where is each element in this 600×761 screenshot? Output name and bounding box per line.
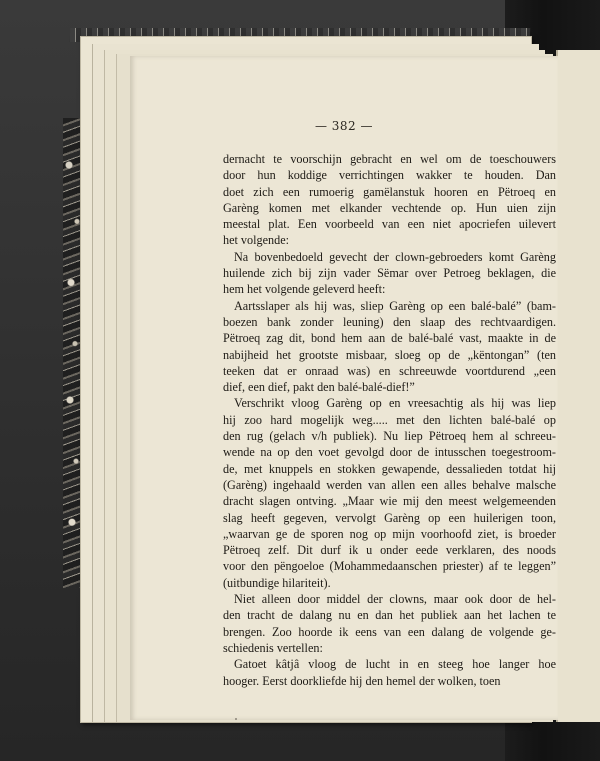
- text-line: Aartsslaper als hij was, sliep Garèng op een balé-balé” (bam-: [234, 298, 556, 313]
- text-line: slag heeft gegeven, vervolgt Garèng op een huilerigen toon,: [223, 510, 556, 525]
- text-line: door hun koddige verrichtingen wakker te houden. Dan: [223, 168, 556, 183]
- text-line: Garèng komen met elkander vechtende op. Hun uien zijn: [223, 200, 556, 215]
- text-line: den tracht de dalang nu en dan het publiek aan het lachen te: [223, 608, 556, 623]
- text-line: hooger. Eerst doorkliefde hij den hemel der wolken, toen: [223, 673, 501, 688]
- text-line: wende na op den voet gevolgd door de intusschen toegestroom-: [223, 445, 556, 460]
- text-line: doet zich een rumoerig gamëlanstuk hooren en Pëtroeq en: [223, 184, 556, 199]
- text-line: dernacht te voorschijn gebracht en wel om de toeschouwers: [223, 152, 556, 166]
- text-line: (uitbundige hilariteit).: [223, 575, 331, 590]
- facing-page: [556, 50, 600, 722]
- text-line: „waarvan ge de sporen nog op mijn voorhoofd ziet, is broeder: [223, 526, 556, 541]
- book-page: [130, 56, 558, 720]
- text-line: het volgende:: [223, 233, 289, 248]
- page-speck: [235, 718, 237, 720]
- text-line: schiedenis vertellen:: [223, 640, 323, 655]
- text-line: Na bovenbedoeld gevecht der clown-gebroeders komt Garèng: [234, 249, 556, 264]
- text-line: Verschrikt vloog Garèng op en vreesachtig als hij was liep: [234, 396, 556, 411]
- text-line: meestal plat. Een voorbeeld van een niet apocriefen uilevert: [223, 217, 556, 232]
- text-line: hem het volgende geleverd heeft:: [223, 282, 386, 297]
- text-line: hij zoo hard mogelijk weg..... met den lichten balé-balé op: [223, 412, 556, 427]
- text-line: (Garèng) ingehaald werden van allen een alles behalve malsche: [223, 477, 556, 492]
- page-number: — 382 —: [314, 119, 374, 133]
- text-line: Niet alleen door middel der clowns, maar ook door de hel-: [234, 592, 556, 607]
- text-line: nabijheid het grootste misbaar, sloeg op de „këntongan” (ten: [223, 347, 556, 362]
- text-line: de, met knuppels en stokken gewapende, dessalieden totdat hij: [223, 461, 556, 476]
- page-text: [223, 151, 556, 689]
- text-line: Gatoet kâtjâ vloog de lucht in en steeg hoe langer hoe: [234, 657, 556, 672]
- text-line: boezen bank zonder leuning) den slaap des rechtvaardigen.: [223, 314, 556, 329]
- text-line: brengen. Zoo hoorde ik eens van een dalang de volgende ge-: [223, 624, 556, 639]
- text-line: Pëtroeq zag dit, bond hem aan de balé-balé vast, maakte in de: [223, 331, 556, 346]
- text-line: teeken dat er onraad was) en schreeuwde voortdurend „een: [223, 363, 556, 378]
- text-line: den rug (gelach v/h publiek). Nu liep Pëtroeq hem al schreeu-: [223, 429, 556, 444]
- text-line: voor den pëngoeloe (Mohammedaanschen priester) af te leggen”: [223, 559, 556, 574]
- text-line: dief, een dief, pakt den balé-balé-dief!”: [223, 380, 415, 395]
- text-line: dracht slagen ontving. „Maar wie mij den meest welgemeenden: [223, 494, 556, 509]
- text-line: huilende zich bij zijn vader Sëmar over Petroeg beklagen, die: [223, 266, 556, 281]
- text-line: Pëtroeq zelf. Dit durf ik u onder eede verklaren, des noods: [223, 543, 556, 558]
